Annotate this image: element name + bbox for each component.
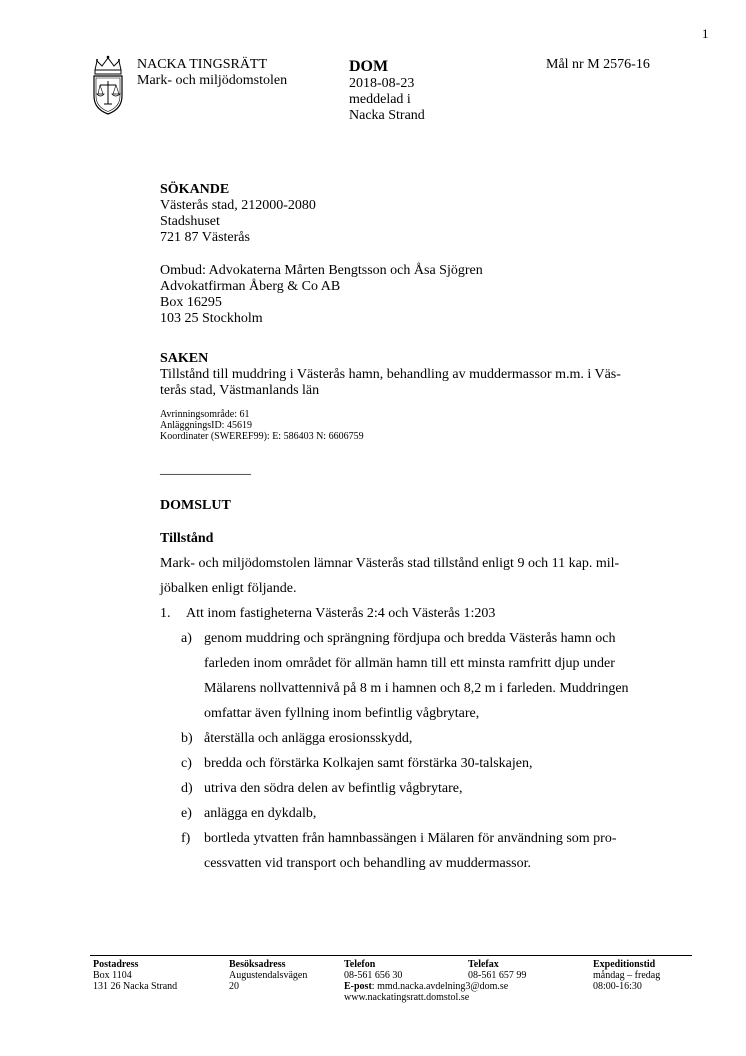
footer-divider xyxy=(90,955,692,956)
document-type: DOM xyxy=(349,58,389,75)
applicant-line: 721 87 Västerås xyxy=(160,230,250,245)
footer-email-link[interactable]: : mmd.nacka.avdelning3@dom.se xyxy=(371,981,509,992)
matter-heading: SAKEN xyxy=(160,351,209,366)
subitem-e xyxy=(160,801,680,826)
announced-label: meddelad i xyxy=(349,92,411,107)
subitem-letter: a) xyxy=(181,631,192,646)
announced-place: Nacka Strand xyxy=(349,108,425,123)
subitem-c xyxy=(160,751,680,776)
subitem-b xyxy=(160,726,680,751)
subitem-letter: e) xyxy=(181,806,192,821)
footer-postal-line: Box 1104 xyxy=(93,970,132,981)
footer-postal-line: 131 26 Nacka Strand xyxy=(93,981,178,992)
subitem-line: farleden inom området för allmän hamn till ett minsta ramfritt djup under xyxy=(204,656,615,671)
court-division: Mark- och miljödomstolen xyxy=(137,73,288,88)
separator-line: _____________ xyxy=(160,462,251,477)
footer-email-label: E-post xyxy=(344,981,372,992)
subitem-letter: c) xyxy=(181,756,192,771)
subitem-a xyxy=(160,626,680,726)
counsel-line: Box 16295 xyxy=(160,295,222,310)
subitem-letter: b) xyxy=(181,731,193,746)
subitem-line: bortleda ytvatten från hamnbassängen i Mälaren för användning som pro- xyxy=(204,831,617,846)
ruling-heading: DOMSLUT xyxy=(160,498,231,513)
subitem-line: anlägga en dykdalb, xyxy=(204,806,317,821)
subitem-letter: d) xyxy=(181,781,193,796)
matter-detail: Avrinningsområde: 61 xyxy=(160,409,250,420)
footer-web-link[interactable]: www.nackatingsratt.domstol.se xyxy=(344,992,470,1003)
item-number: 1. xyxy=(160,606,171,621)
subitem-line: bredda och förstärka Kolkajen samt förstärka 30-talskajen, xyxy=(204,756,533,771)
footer-email xyxy=(344,981,508,992)
footer-hours-label: Expeditionstid xyxy=(593,959,656,970)
footer-postal xyxy=(93,959,177,992)
applicant-section xyxy=(160,182,680,327)
matter-section xyxy=(160,351,680,478)
ruling-item-1 xyxy=(160,601,680,626)
counsel-line: Advokatfirman Åberg & Co AB xyxy=(160,279,341,294)
footer-phone-value: 08-561 656 30 xyxy=(344,970,403,981)
footer-visit xyxy=(229,959,307,992)
applicant-heading: SÖKANDE xyxy=(160,182,230,197)
ruling-section xyxy=(160,498,680,876)
matter-detail: Koordinater (SWEREF99): E: 586403 N: 6606759 xyxy=(160,431,364,442)
footer-visit-line: Augustendalsvägen xyxy=(229,970,308,981)
ruling-intro: Mark- och miljödomstolen lämnar Västerås stad tillstånd enligt 9 och 11 kap. mil- xyxy=(160,556,620,571)
subitem-f xyxy=(160,826,680,876)
court-crest-logo xyxy=(88,54,128,116)
applicant-line: Västerås stad, 212000-2080 xyxy=(160,198,316,213)
subitem-line: cessvatten vid transport och behandling av muddermassor. xyxy=(204,856,531,871)
ruling-subheading: Tillstånd xyxy=(160,531,214,546)
court-name: NACKA TINGSRÄTT xyxy=(137,57,268,72)
footer-hours-days: måndag – fredag xyxy=(593,970,661,981)
subitem-line: omfattar även fyllning inom befintlig vågbrytare, xyxy=(204,706,480,721)
applicant-line: Stadshuset xyxy=(160,214,220,229)
case-number: Mål nr M 2576-16 xyxy=(546,57,650,72)
footer-fax xyxy=(468,959,526,981)
footer-visit-label: Besöksadress xyxy=(229,959,286,970)
footer-postal-label: Postadress xyxy=(93,959,139,970)
subitem-line: utriva den södra delen av befintlig vågbrytare, xyxy=(204,781,463,796)
subitem-d xyxy=(160,776,680,801)
subitem-line: Mälarens nollvattennivå på 8 m i hamnen och 8,2 m i farleden. Muddringen xyxy=(204,681,629,696)
counsel-line: Ombud: Advokaterna Mårten Bengtsson och Åsa Sjögren xyxy=(160,263,483,278)
matter-detail: AnläggningsID: 45619 xyxy=(160,420,252,431)
page-number: 1 xyxy=(702,26,709,41)
document-date: 2018-08-23 xyxy=(349,76,415,91)
ruling-intro: jöbalken enligt följande. xyxy=(160,581,297,596)
counsel-line: 103 25 Stockholm xyxy=(160,311,263,326)
footer-phone-label: Telefon xyxy=(344,959,376,970)
subitem-letter: f) xyxy=(181,831,191,846)
item-text: Att inom fastigheterna Västerås 2:4 och Västerås 1:203 xyxy=(186,606,496,621)
matter-text: terås stad, Västmanlands län xyxy=(160,383,320,398)
footer-visit-line: 20 xyxy=(229,981,239,992)
footer-hours xyxy=(593,959,660,992)
subitem-line: återställa och anlägga erosionsskydd, xyxy=(204,731,413,746)
court-header xyxy=(137,57,287,89)
matter-text: Tillstånd till muddring i Västerås hamn, behandling av muddermassor m.m. i Väs- xyxy=(160,367,621,382)
document-body xyxy=(160,182,680,876)
document-header xyxy=(349,57,425,124)
footer-fax-label: Telefax xyxy=(468,959,499,970)
footer-hours-time: 08:00-16:30 xyxy=(593,981,642,992)
footer-fax-value: 08-561 657 99 xyxy=(468,970,527,981)
subitem-line: genom muddring och sprängning fördjupa och bredda Västerås hamn och xyxy=(204,631,616,646)
